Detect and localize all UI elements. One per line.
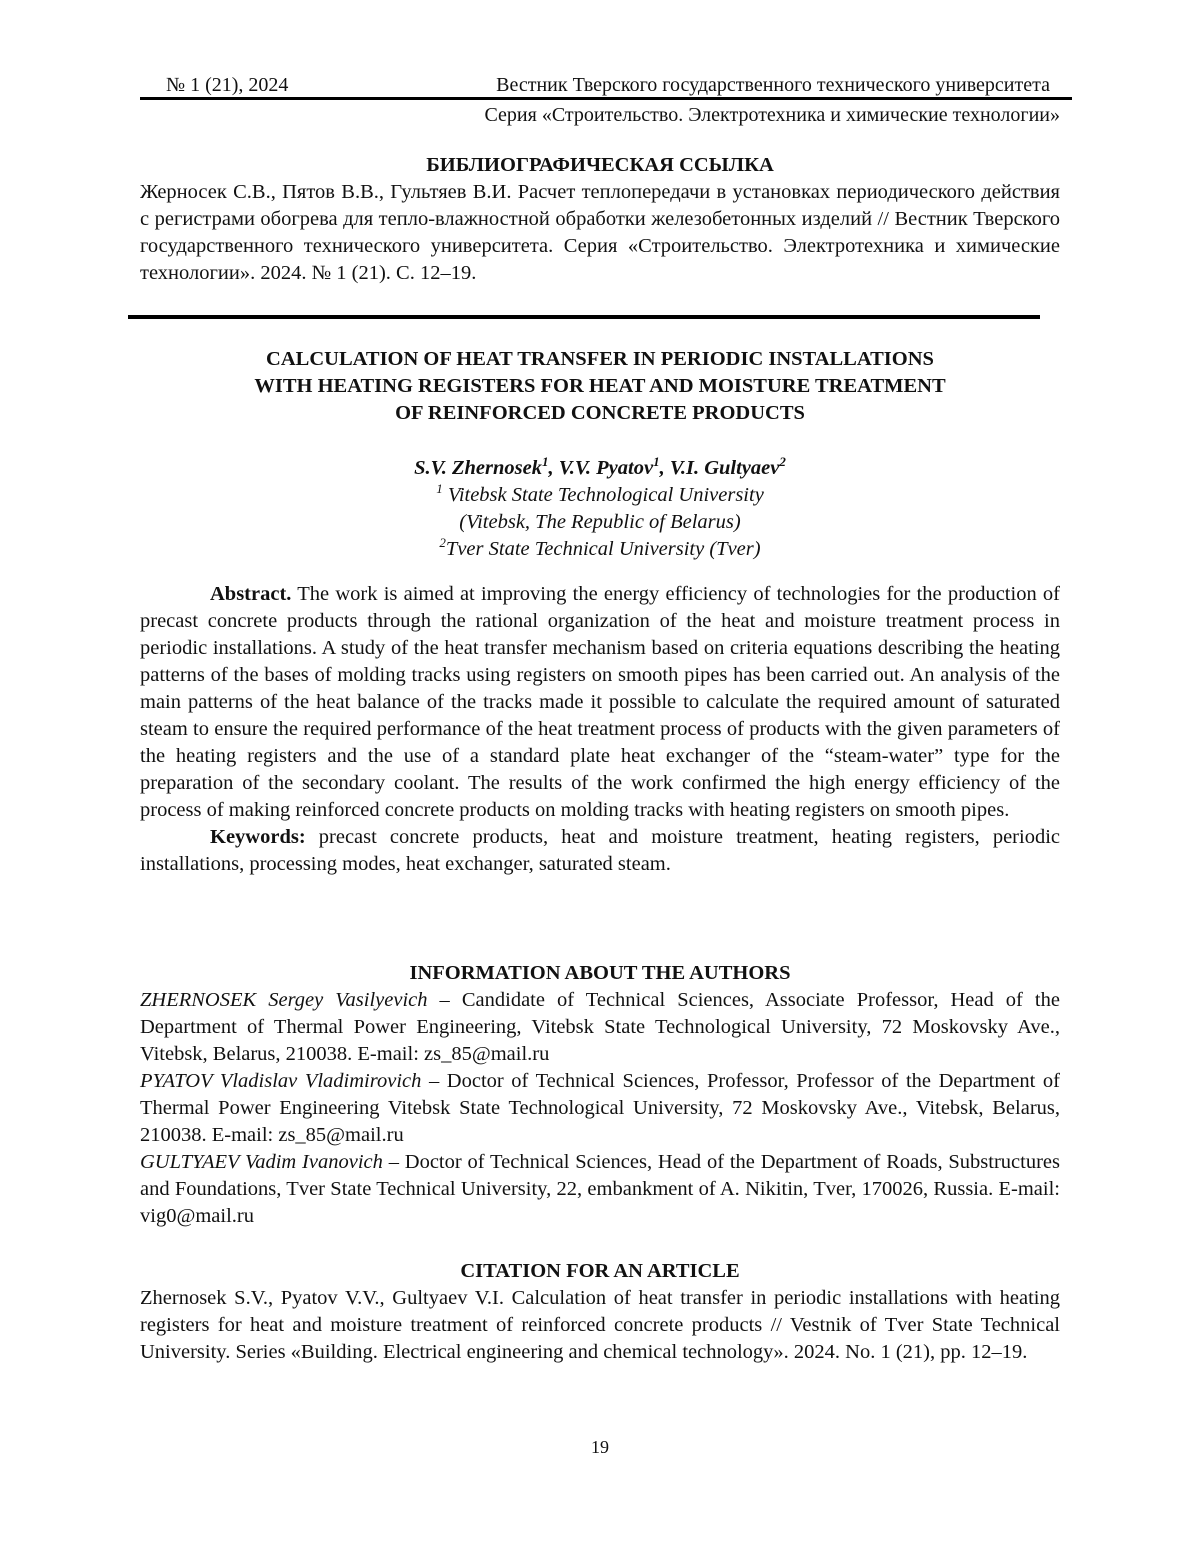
page-number: 19 — [591, 1437, 609, 1457]
affiliation — [140, 536, 1060, 563]
author-details: – Doctor of Technical Sciences, Professor, Professor of the Department of Thermal Power Engineering Vitebsk State Technological University, 72 Moskovsky Ave., Vitebsk, Belarus, 210038. E-mail: zs_85@mail.ru — [140, 1070, 1061, 1146]
title-line: CALCULATION OF HEAT TRANSFER IN PERIODIC INSTALLATIONS — [266, 348, 934, 370]
separator: , — [548, 457, 559, 479]
authors-info-section — [140, 960, 1060, 1230]
title-line: WITH HEATING REGISTERS FOR HEAT AND MOISTURE TREATMENT — [254, 375, 946, 397]
author-block — [140, 455, 1060, 563]
authors-info-heading: INFORMATION ABOUT THE AUTHORS — [409, 962, 791, 984]
journal-name: Вестник Тверского государственного технического университета — [496, 74, 1050, 96]
author-list — [140, 455, 1060, 482]
author-entry — [140, 1068, 1060, 1149]
keywords — [140, 824, 1060, 878]
author-name: V.V. Pyatov — [558, 457, 654, 479]
affil-sup: 1 — [436, 481, 443, 497]
author-affil: 1 — [653, 454, 660, 470]
en-citation-text: Zhernosek S.V., Pyatov V.V., Gultyaev V.I. Calculation of heat transfer in periodic installations with heating registers for heat and moisture treatment of reinforced concrete products // Vestnik of Tver State Technical University. Series «Building. Electrical engineering and chemical technology». 2024. No. 1 (21), pp. 12–19. — [140, 1287, 1060, 1363]
author-affil: 2 — [779, 454, 786, 470]
author-affil: 1 — [541, 454, 549, 470]
abstract-text: The work is aimed at improving the energy efficiency of technologies for the production of precast concrete products through the rational organization of the heat and moisture treatment process in periodic installations. A study of the heat transfer mechanism based on criteria equations describing the heating patterns of the bases of molding tracks using registers on smooth pipes has been carried out. An analysis of the main patterns of the heat balance of the tracks made it possible to calculate the required amount of saturated steam to ensure the required performance of the heat treatment process of products with the given parameters of the heating registers and the use of a standard plate heat exchanger of the “steam-water” type for the preparation of the secondary coolant. The results of the work confirmed the high energy efficiency of the process of making reinforced concrete products on molding tracks with heating registers on smooth pipes. — [140, 583, 1060, 821]
running-header — [140, 74, 1070, 97]
keywords-label: Keywords: — [210, 826, 306, 848]
author-fullname: GULTYAEV Vadim Ivanovich — [140, 1151, 383, 1173]
author-fullname: ZHERNOSEK Sergey Vasilyevich — [140, 989, 428, 1011]
separator: , — [659, 457, 670, 479]
affil-text: Vitebsk State Technological University — [442, 484, 764, 506]
author-fullname: PYATOV Vladislav Vladimirovich — [140, 1070, 422, 1092]
ru-citation-heading: БИБЛИОГРАФИЧЕСКАЯ ССЫЛКА — [426, 154, 774, 176]
affil-sup: 2 — [439, 535, 446, 551]
section-rule — [128, 315, 1040, 319]
header-rule — [140, 97, 1072, 100]
issue-number: № 1 (21), 2024 — [166, 74, 289, 96]
author-name: V.I. Gultyaev — [669, 457, 780, 479]
affil-text: Tver State Technical University (Tver) — [445, 538, 761, 560]
author-name: S.V. Zhernosek — [414, 457, 542, 479]
author-entry — [140, 1149, 1060, 1230]
affiliation — [140, 509, 1060, 536]
en-citation-section — [140, 1258, 1060, 1366]
journal-series: Серия «Строительство. Электротехника и химические технологии» — [484, 104, 1060, 126]
keywords-text: precast concrete products, heat and moisture treatment, heating registers, periodic installations, processing modes, heat exchanger, saturated steam. — [140, 826, 1060, 875]
abstract — [140, 581, 1060, 824]
affil-text: (Vitebsk, The Republic of Belarus) — [459, 511, 741, 533]
author-details: – Candidate of Technical Sciences, Associate Professor, Head of the Department of Thermal Power Engineering, Vitebsk State Technological University, 72 Moskovsky Ave., Vitebsk, Belarus, 210038. E-mail: zs_85@mail.ru — [140, 989, 1060, 1065]
author-details: – Doctor of Technical Sciences, Head of the Department of Roads, Substructures and Foundations, Tver State Technical University, 22, embankment of A. Nikitin, Tver, 170026, Russia. E-mail: vig0@mail.ru — [140, 1151, 1060, 1227]
title-line: OF REINFORCED CONCRETE PRODUCTS — [395, 402, 805, 424]
ru-citation-section — [140, 152, 1060, 287]
author-entry — [140, 987, 1060, 1068]
affiliation — [140, 482, 1060, 509]
abstract-section — [140, 581, 1060, 878]
article-title — [140, 346, 1060, 427]
abstract-label: Abstract. — [210, 583, 292, 605]
ru-citation-text: Жерносек С.В., Пятов В.В., Гультяев В.И. Расчет теплопередачи в установках периодического действия с регистрами обогрева для тепло-влажностной обработки железобетонных изделий // Вестник Тверского государственного технического университета. Серия «Строительство. Электротехника и химические технологии». 2024. № 1 (21). С. 12–19. — [140, 181, 1060, 284]
en-citation-heading: CITATION FOR AN ARTICLE — [460, 1260, 740, 1282]
